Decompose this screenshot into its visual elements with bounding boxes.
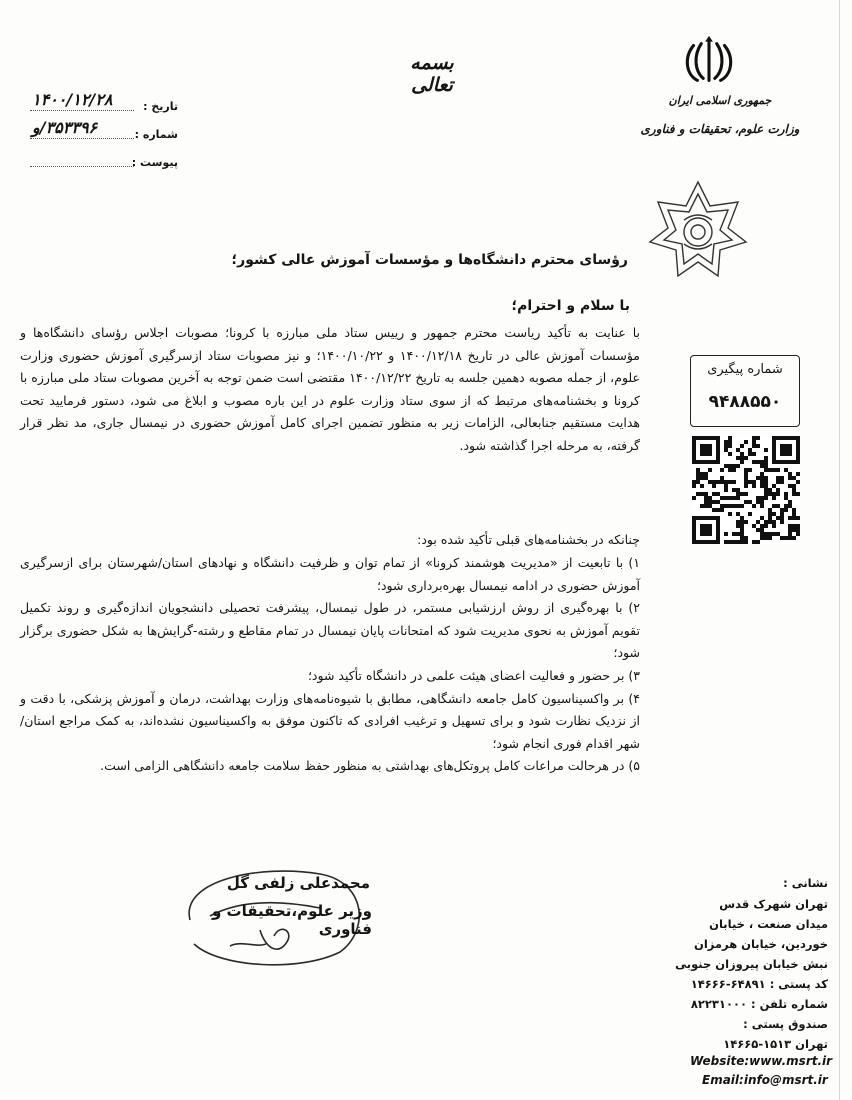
qr-code-icon bbox=[692, 436, 800, 544]
letter-lead-line: چنانکه در بخشنامه‌های قبلی تأکید شده بود: bbox=[417, 532, 640, 547]
address-line: نبش خیابان پیروزان جنوبی bbox=[675, 957, 828, 971]
tracking-number: ۹۴۸۸۵۵۰ bbox=[708, 392, 782, 412]
list-item: ۳) بر حضور و فعالیت اعضای هیئت علمی در دانشگاه تأکید شود؛ bbox=[307, 667, 640, 683]
letter-requirements-list bbox=[20, 552, 640, 778]
republic-title: جمهوری اسلامی ایران bbox=[668, 94, 772, 107]
list-item: ۵) در هرحالت مراعات کامل پروتکل‌های بهداشتی به منظور حفظ سلامت جامعه دانشگاهی الزامی است. bbox=[100, 758, 640, 774]
bismillah-heading: بسمه تعالی bbox=[410, 52, 454, 96]
letter-intro-paragraph: با عنایت به تأکید ریاست محترم جمهور و رییس ستاد ملی مبارزه با کرونا؛ مصوبات اجلاس رؤسای دانشگاه‌ها و مؤسسات آموزش عالی در تاریخ ۱۴۰۰/۱۲/۱۸ و ۱۴۰۰/۱۰/۲۲؛ و نیز مصوبات ستاد ازسرگیری آموزش حضوری وزارت علوم، از جمله مصوبه دهمین جلسه به تاریخ ۱۴۰۰/۱۲/۲۲ مقتضی است ضمن توجه به آخرین مصوبات ستاد ملی مبارزه با کرونا و بخشنامه‌های مرتبط که از سوی ستاد وزارت علوم در این باره مصوب و ابلاغ می شود، دستور فرمایید تحت هدایت مستقیم جنابعالی، الزامات زیر به منظور تضمین اجرای کامل آموزش حضوری در نیمسال جاری، مد نظر قرار گرفته، به مرحله اجرا گذاشته شود. bbox=[20, 325, 641, 453]
number-dotted-line bbox=[30, 138, 134, 139]
meta-attachment-row bbox=[30, 152, 178, 172]
letter-greeting: با سلام و احترام؛ bbox=[511, 298, 630, 314]
tracking-label: شماره پیگیری bbox=[707, 362, 783, 377]
ornament-icon bbox=[648, 180, 748, 280]
number-label: شماره : bbox=[134, 128, 178, 141]
list-item: ۲) با بهره‌گیری از روش ارزشیابی مستمر، در طول نیمسال، پیشرفت تحصیلی دانشجویان اندازه‌گیری و روند تکمیل تقویم آموزش به نحوی مدیریت شود که امتحانات پایان نیمسال در تمام مقاطع و رشته-گرایش‌ها به شکل حضوری برگزار شود؛ bbox=[20, 600, 640, 661]
email-link[interactable]: Email:info@msrt.ir bbox=[702, 1073, 828, 1087]
date-label: تاریخ : bbox=[143, 100, 178, 113]
list-item: ۴) بر واکسیناسیون کامل جامعه دانشگاهی، مطابق با شیوه‌نامه‌های وزارت بهداشت، درمان و آموزش پزشکی، با دقت و از نزدیک نظارت شود و برای تسهیل و ترغیب افرادی که تاکنون موفق به واکسیناسیون نشده‌اند، به کمک مراجع استان/شهر اقدام فوری انجام شود؛ bbox=[20, 690, 640, 751]
attachment-label: پیوست : bbox=[131, 156, 178, 169]
date-dotted-line bbox=[30, 110, 134, 111]
website-link[interactable]: Website:www.msrt.ir bbox=[690, 1054, 833, 1068]
signatory-name: محمدعلی زلفی گل bbox=[226, 874, 370, 892]
phone-line: شماره تلفن : ۸۲۲۳۱۰۰۰ bbox=[690, 997, 828, 1011]
postal-code-line: کد پستی : ۶۴۸۹۱-۱۴۶۶۶ bbox=[690, 977, 828, 991]
signatory-title: وزیر علوم،تحقیقات و فناوری bbox=[211, 902, 372, 938]
meta-number-row bbox=[30, 118, 178, 144]
list-item: ۱) با تابعیت از «مدیریت هوشمند کرونا» از تمام توان و ظرفیت دانشگاه و نهادهای استان/شهرستان برای ازسرگیری آموزش حضوری در ادامه نیمسال بهره‌برداری شود؛ bbox=[20, 555, 640, 593]
ministry-title: وزارت علوم، تحقیقات و فناوری bbox=[640, 122, 800, 136]
tracking-box bbox=[690, 355, 800, 427]
address-line: تهران شهرک قدس bbox=[719, 897, 828, 911]
iran-emblem-icon bbox=[680, 32, 738, 90]
page-edge bbox=[839, 0, 840, 1100]
po-box-label: صندوق پستی : bbox=[743, 1017, 828, 1031]
number-value: ۳۵۳۳۹۶/و bbox=[32, 118, 98, 137]
attachment-dotted-line bbox=[30, 166, 134, 167]
meta-date-row bbox=[30, 90, 178, 116]
address-label: نشانی : bbox=[783, 876, 828, 890]
letter-addressee: رؤسای محترم دانشگاه‌ها و مؤسسات آموزش عالی کشور؛ bbox=[231, 252, 628, 268]
date-value: ۱۴۰۰/۱۲/۲۸ bbox=[32, 90, 113, 109]
address-line: خوردین، خیابان هرمزان bbox=[694, 937, 828, 951]
po-box-line: تهران ۱۵۱۳-۱۴۶۶۵ bbox=[723, 1037, 828, 1051]
address-line: میدان صنعت ، خیابان bbox=[709, 917, 828, 931]
